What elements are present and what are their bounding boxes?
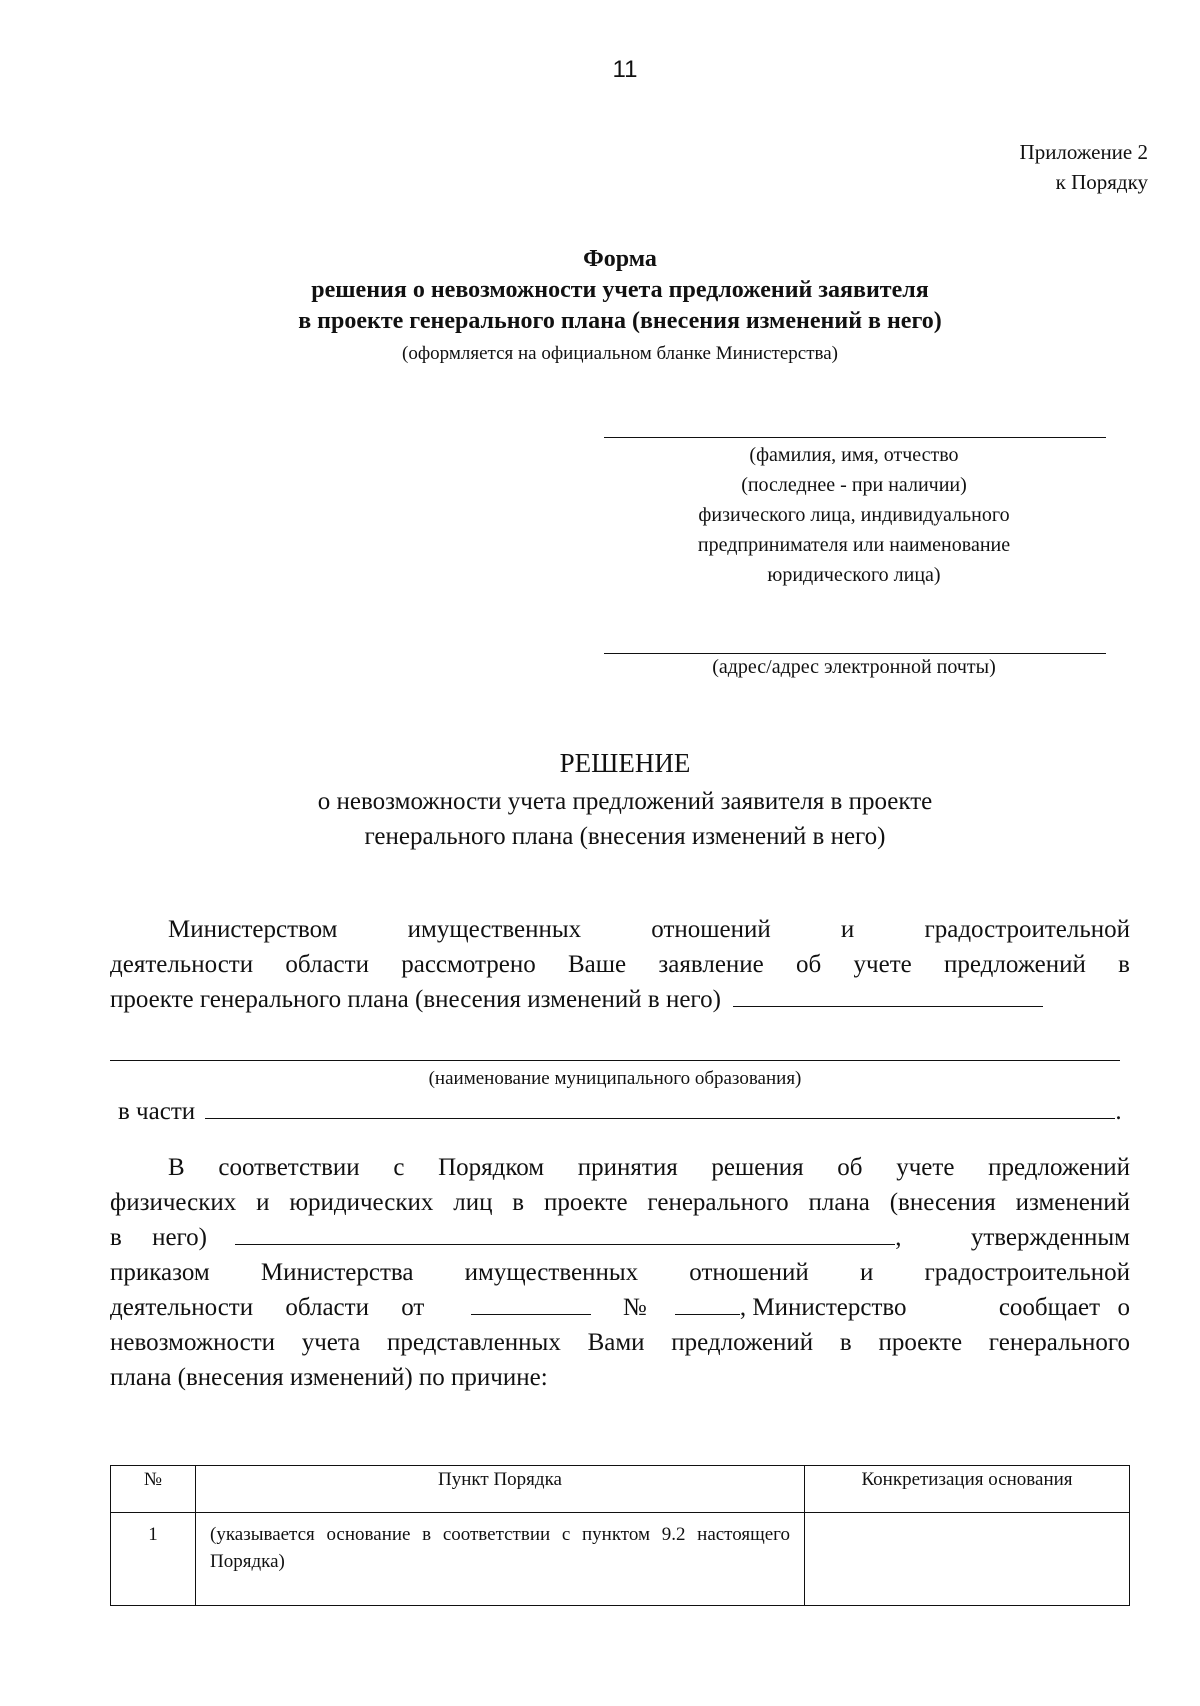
paragraph-2-line-4: приказом Министерства имущественных отношений и градостроительной <box>110 1259 1131 1286</box>
caption-line: юридического лица) <box>767 564 941 586</box>
paragraph-2-line-1: В соответствии с Порядком принятия решения об учете предложений <box>168 1154 1130 1181</box>
municipality-caption: (наименование муниципального образования) <box>428 1068 802 1089</box>
in-part-blank[interactable] <box>205 1094 1115 1119</box>
decision-subtitle <box>200 784 1050 854</box>
table-header-row <box>111 1466 1130 1513</box>
order-name-blank[interactable] <box>235 1220 895 1245</box>
form-title-line-1: Форма <box>583 246 657 272</box>
paragraph-2-line-7: плана (внесения изменений) по причине: <box>110 1364 548 1391</box>
municipality-line[interactable] <box>110 1060 1120 1061</box>
decision-subtitle-line-2: генерального плана (внесения изменений в него) <box>364 823 886 850</box>
addressee-name-line <box>604 437 1106 438</box>
row-detail[interactable] <box>805 1513 1130 1606</box>
column-header-detail: Конкретизация основания <box>805 1466 1130 1513</box>
caption-line: предпринимателя или наименование <box>697 534 1011 556</box>
addressee-address-line <box>604 653 1106 654</box>
page-number: 11 <box>612 56 638 83</box>
appendix-line-1: Приложение 2 <box>1019 140 1148 164</box>
row-number: 1 <box>111 1513 196 1606</box>
table-row <box>111 1513 1130 1606</box>
paragraph-1-line-2: деятельности области рассмотрено Ваше заявление об учете предложений в <box>110 951 1130 978</box>
column-header-item: Пункт Порядка <box>196 1466 805 1513</box>
paragraph-2-line-5: деятельности области от № , Министерство сообщает о <box>110 1290 1130 1325</box>
paragraph-2-line-6: невозможности учета представленных Вами предложений в проекте генерального <box>110 1329 1130 1356</box>
order-number-blank[interactable] <box>675 1290 740 1315</box>
decision-title: РЕШЕНИЕ <box>559 748 691 778</box>
paragraph-1-line-3: проекте генерального плана (внесения изменений в него) <box>110 982 1043 1017</box>
application-date-blank[interactable] <box>733 982 1043 1007</box>
caption-line: (фамилия, имя, отчество <box>749 444 959 466</box>
reasons-table <box>110 1465 1130 1606</box>
caption-line: (последнее - при наличии) <box>741 474 967 496</box>
order-date-blank[interactable] <box>471 1290 591 1315</box>
caption-line: физического лица, индивидуального <box>698 504 1010 526</box>
addressee-address-caption: (адрес/адрес электронной почты) <box>712 656 996 678</box>
paragraph-2-line-3: в него) , утвержденным <box>110 1220 1130 1255</box>
addressee-name-caption <box>604 440 1104 590</box>
form-title <box>100 244 1140 337</box>
column-header-number: № <box>111 1466 196 1513</box>
in-part-line: в части . <box>118 1094 1122 1129</box>
appendix-line-2: к Порядку <box>1055 170 1148 194</box>
decision-subtitle-line-1: о невозможности учета предложений заявителя в проекте <box>317 788 933 815</box>
paragraph-2-line-2: физических и юридических лиц в проекте генерального плана (внесения изменений <box>110 1189 1130 1216</box>
form-title-line-2: решения о невозможности учета предложений заявителя <box>311 277 929 303</box>
paragraph-1-line-1: Министерством имущественных отношений и градостроительной <box>168 916 1131 943</box>
form-note: (оформляется на официальном бланке Министерства) <box>402 343 838 364</box>
form-title-line-3: в проекте генерального плана (внесения изменений в него) <box>298 308 942 334</box>
appendix-reference <box>1020 137 1148 197</box>
row-item: (указывается основание в соответствии с пунктом 9.2 настоящего Порядка) <box>196 1513 805 1606</box>
